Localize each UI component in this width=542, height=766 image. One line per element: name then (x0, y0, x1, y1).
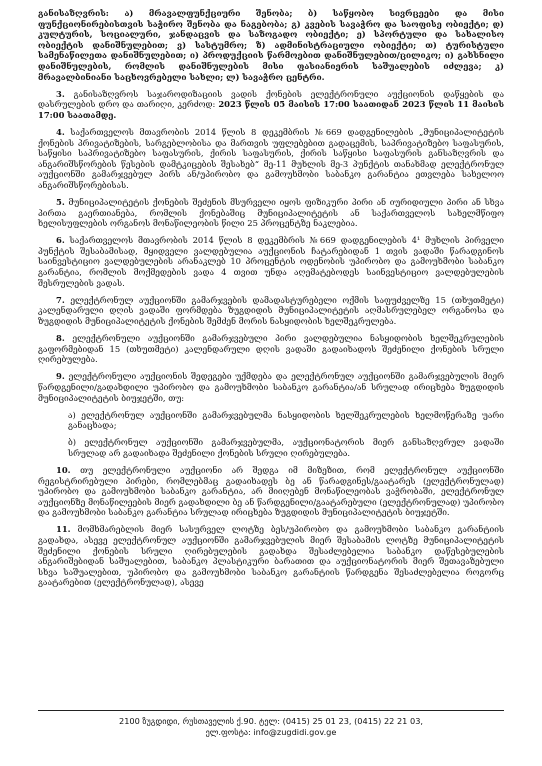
paragraph-5-text: მუნიციპალიტეტის ქონების შეძენის მსურველი იყოს ფიზიკური პირი ან იურიდიული პირი ან სხვა პირთა გაერთიანება, რომლის ქონებაშიც მუნიციპალიტეტის ან საქართველოს სახელმწიფო ხელისუფლების ორგანოს მონაწილეობის წილი 25 პროცენტზე ნაკლებია. (38, 197, 504, 229)
paragraph-6-text: საქართველოს მთავრობის 2014 წლის 8 დეკემბრის №669 დადგენილების 4¹ მუხლის პირველი პუნქტის შესაბამისად, მყიდველი ვალდებულია აუქციონის ჩატარებიდან 1 თვის ვადაში წარადგინოს საინვესტიციო ვალდებულების არანაკლებ 10 პროცენტის ოდენობის უპირობო და გამოუხმობი საბანკო გარანტია, რომლის მოქმედების ვადა 4 თვით უნდა აღემატებოდეს საინვესტიციო ვალდებულების შესრულების ვადას. (38, 235, 504, 288)
paragraph-3-number: 3. (56, 88, 65, 99)
paragraph-7-text: ელექტრონულ აუქციონში გამარჯვების დამადასტურებელი ოქმის საფუძველზე 15 (თხუთმეტი) კალენდარული დღის ვადაში ფორმდება ზუგდიდის მუნიციპალიტეტის აღმასრულებელ ორგანოსა და ზუგდიდის მუნიციპალიტეტის ქონების შემძენ მორის ნასყიდობის ხელშეკრულება. (38, 294, 504, 326)
intro-paragraph (38, 8, 504, 82)
paragraph-4-number: 4. (56, 126, 65, 137)
paragraph-3-text: განისაზღვროს საჯაროდიზაციის ვადის ქონების ელექტრონული აუქციონის დაწყების და დასრულების დრო და თარიღი, კერძოდ: (38, 88, 504, 110)
paragraph-4-text: საქართველოს მთავრობის 2014 წლის 8 დეკემბრის №669 დადგენილების „მუნიციპალიტეტის ქონების პრივატიზების, სარგებლობისა და მართვის უფლებებით გადაცემის, საპრივატიზებო საფასურის, საწყისი საპრივატიზებო საფასურის, ქირის საფასურის, ქირის საწყისი საფასურის განსაზღვრის და ანგარიშსწორების წესების დამტკიცების შესახებ“ მე-11 მუხლის მე-3 პუნქტის თანახმად ელექტრონულ აუქციონში გამარჯვებულ პირს ან/უპირობო და გამოუხმობი საბანკო გარანტია ეთვლება სახელოო ანგარიშსწორებისას. (38, 126, 504, 190)
paragraph-11-number: 11. (56, 524, 71, 535)
paragraph-10-text: თუ ელექტრონული აუქციონი არ შედგა იმ მიზეზით, რომ ელექტრონულ აუქციონში რეგისტრირებული პირები, რომლებმაც გადაიხადეს ბე ან წარადგინეს/გაატარეს (ელექტრონულად) უპირობო და გამოუხმობი საბანკო გარანტია, არ მიიღებენ მონაწილეობას ვაჭრობაში, ელექტრონულ აუქციონზე მონაწილეების მიერ გადახდილი ბე ან წარდგენილი/გაატარებული (ელექტრონულად) უპირობო და გამოუხმობი საბანკო გარანტია სრულად ირიცხება ზუგდიდის მუნიციპალიტეტის ბიუჯეტში. (38, 464, 504, 518)
footer (38, 716, 504, 738)
paragraph-8 (38, 333, 504, 365)
paragraph-4 (38, 127, 504, 191)
paragraph-9-text: ელექტრონული აუქციონის შედეგები უქმდება და ელექტრონულ აუქციონში გამარჯვებულის მიერ წარდგენილი/გადახდილი უპირობო და გამოუხმობი საბანკო გარანტია/ან სრულად ირიცხება ზუგდიდის მუნიციპალიტეტის ბიუჯეტში, თუ: (38, 371, 504, 403)
paragraph-11 (38, 524, 504, 588)
paragraph-3 (38, 89, 504, 121)
paragraph-10-number: 10. (56, 464, 71, 475)
paragraph-8-text: ელექტრონული აუქციონში გამარჯვებული პირი ვალდებულია ნასყიდობის ხელშეკრულების გაფორმებიდან 15 (თხუთმეტი) კალენდარული დღის ვადაში გადაიხადოს შეძენილი ქონების სრული ღირებულება. (38, 333, 504, 365)
intro-text: განისაზღვრის: ა) მრავალფუნქციური შენობა; ბ) საწყობო სივრცეები და მისი ფუნქციონირებისთვის საჭირო შენობა და ნაგებობა; გ) კვების სავაჭრო და საოფისე ობიექტი; დ) კულტურის, სოციალური, ჯანდაცვის და საზოგადო ობიექტი; ე) სპორტული და სახალისო ობიექტის დანიშნულებით; ვ) სასტუმრო; ზ) ადმინისტრაციული ობიექტი; თ) ტურისტული სამენაწილეთა დანიშნულებით; ი) პროდუქციის წარმოებით დანიშნულებით/ცილიკო; ი) გახსნილი დანიშნულების, რომლის დანიშნულების მისი ფასიანიერის საშუალების იძლევა; კ) მრავალბინიანი საცხოვრებელი სახლი; ლ) სავაჭრო ცენტრი. (38, 8, 504, 82)
paragraph-10 (38, 465, 504, 518)
paragraph-5 (38, 197, 504, 229)
paragraph-7-number: 7. (56, 294, 65, 305)
footer-email: ელ.ფოსტა: info@zugdidi.gov.ge (205, 727, 337, 737)
paragraph-5-number: 5. (56, 197, 65, 207)
paragraph-11-text: მომხმარებლის მიერ სასურველ ლოტზე ბეს/უპირობო და გამოუხმობი საბანკო გარანტიის გადახდა, ასევე ელექტრონულ აუქციონში გამარჯვებულის მიერ შესაბამის ლოტზე მუნიციპალიტეტის შეძენილი ქონების სრული ღირებულების გადახდა შესაძლებელია საბანკო დაწესებულების ანგარიშებიდან საშუალებით, საბანკო პლასტიკური ბარათით და აუქციონატორის მიერ შეთავაზებული სხვა საშუალებით, უპირობო და გამოუხმობი საბანკო გარანტიის წარდგენა შესაძლებელია როგორც გაატარებით (ელექტრონულად), ასევე (38, 524, 504, 588)
footer-divider (38, 710, 504, 711)
paragraph-9 (38, 371, 504, 403)
paragraph-9-item-a: ა) ელექტრონულ აუქციონში გამარჯვებულმა ნასყიდობის ხელშეკრულების ხელმოწერაზე უარი განაცხადა; (68, 409, 504, 431)
paragraph-3-dates: 2023 წლის 05 მაისის 17:00 საათიდან 2023 წლის 11 მაისის 17:00 საათამდე. (38, 99, 505, 120)
paragraph-6-number: 6. (56, 235, 65, 246)
paragraph-7 (38, 295, 504, 327)
footer-address: 2100 ზუგდიდი, რუსთაველის ქ.90. ტელ: (0415) 25 01 23, (0415) 22 21 03, (118, 716, 424, 726)
paragraph-9-item-b: ბ) ელექტრონულ აუქციონში გამარჯვებულმა, აუქციონატორის მიერ განსაზღვრულ ვადაში სრულად არ გადაიხადა შეძენილი ქონების სრული ღირებულება. (68, 437, 504, 458)
paragraph-6 (38, 235, 504, 288)
paragraph-9-number: 9. (56, 371, 65, 382)
paragraph-8-number: 8. (56, 333, 65, 344)
